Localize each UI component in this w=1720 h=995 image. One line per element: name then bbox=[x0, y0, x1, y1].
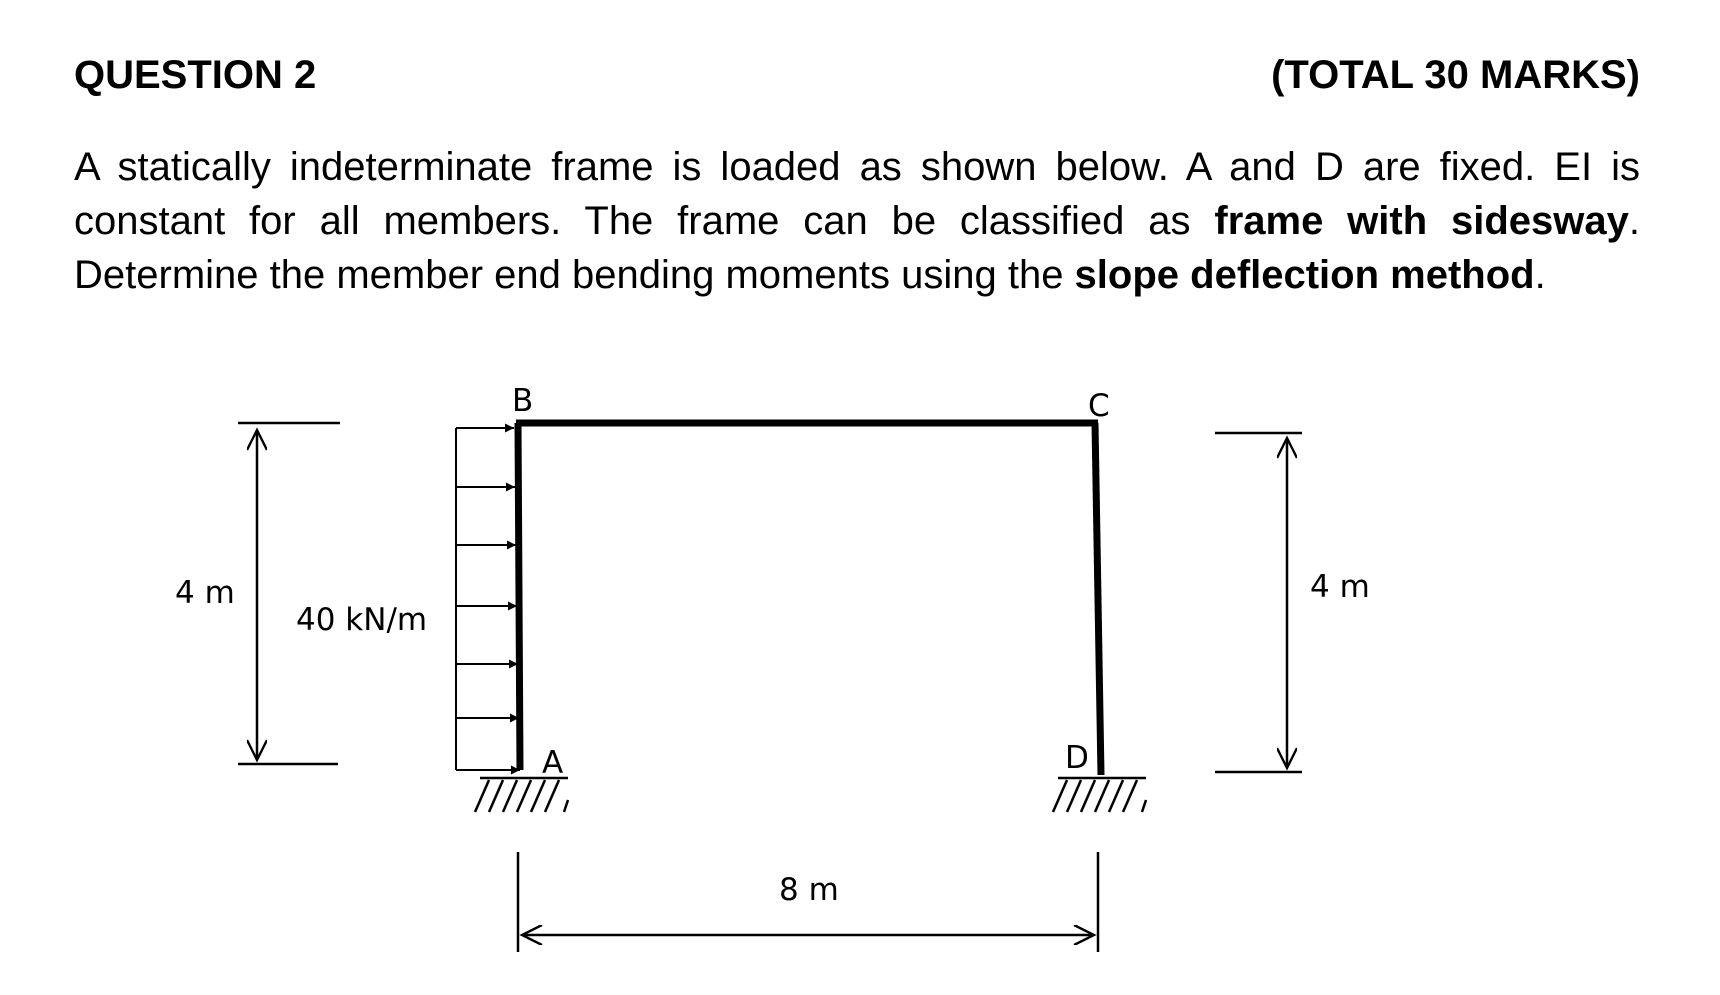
distributed-load bbox=[456, 428, 520, 770]
statement-text-2: . Determine the member end bending moments using the bbox=[74, 199, 1641, 297]
question-number: QUESTION 2 bbox=[74, 53, 317, 97]
fixed-support-a bbox=[475, 778, 568, 812]
right-height-dimension bbox=[1215, 433, 1302, 772]
left-height-label: 4 m bbox=[175, 575, 235, 611]
statement-text-1: A statically indeterminate frame is loaded as shown below. A and D are fixed. EI is constant for all members. The frame can be classified as bbox=[74, 145, 1640, 243]
statement-text-3: . bbox=[1534, 253, 1546, 297]
node-label-b: B bbox=[512, 383, 534, 419]
statement-bold-sidesway: frame with sidesway bbox=[1214, 199, 1629, 243]
total-marks: (TOTAL 30 MARKS) bbox=[1271, 53, 1640, 97]
span-label: 8 m bbox=[779, 872, 839, 908]
fixed-support-d bbox=[1053, 778, 1146, 812]
node-label-a: A bbox=[542, 745, 564, 781]
left-height-dimension bbox=[238, 423, 340, 764]
node-label-d: D bbox=[1065, 740, 1089, 776]
frame-members bbox=[516, 423, 1101, 775]
right-height-label: 4 m bbox=[1310, 569, 1370, 605]
statement-bold-method: slope deflection method bbox=[1074, 253, 1535, 297]
load-label: 40 kN/m bbox=[296, 602, 428, 638]
node-label-c: C bbox=[1088, 388, 1110, 424]
column-cd bbox=[1095, 423, 1101, 775]
